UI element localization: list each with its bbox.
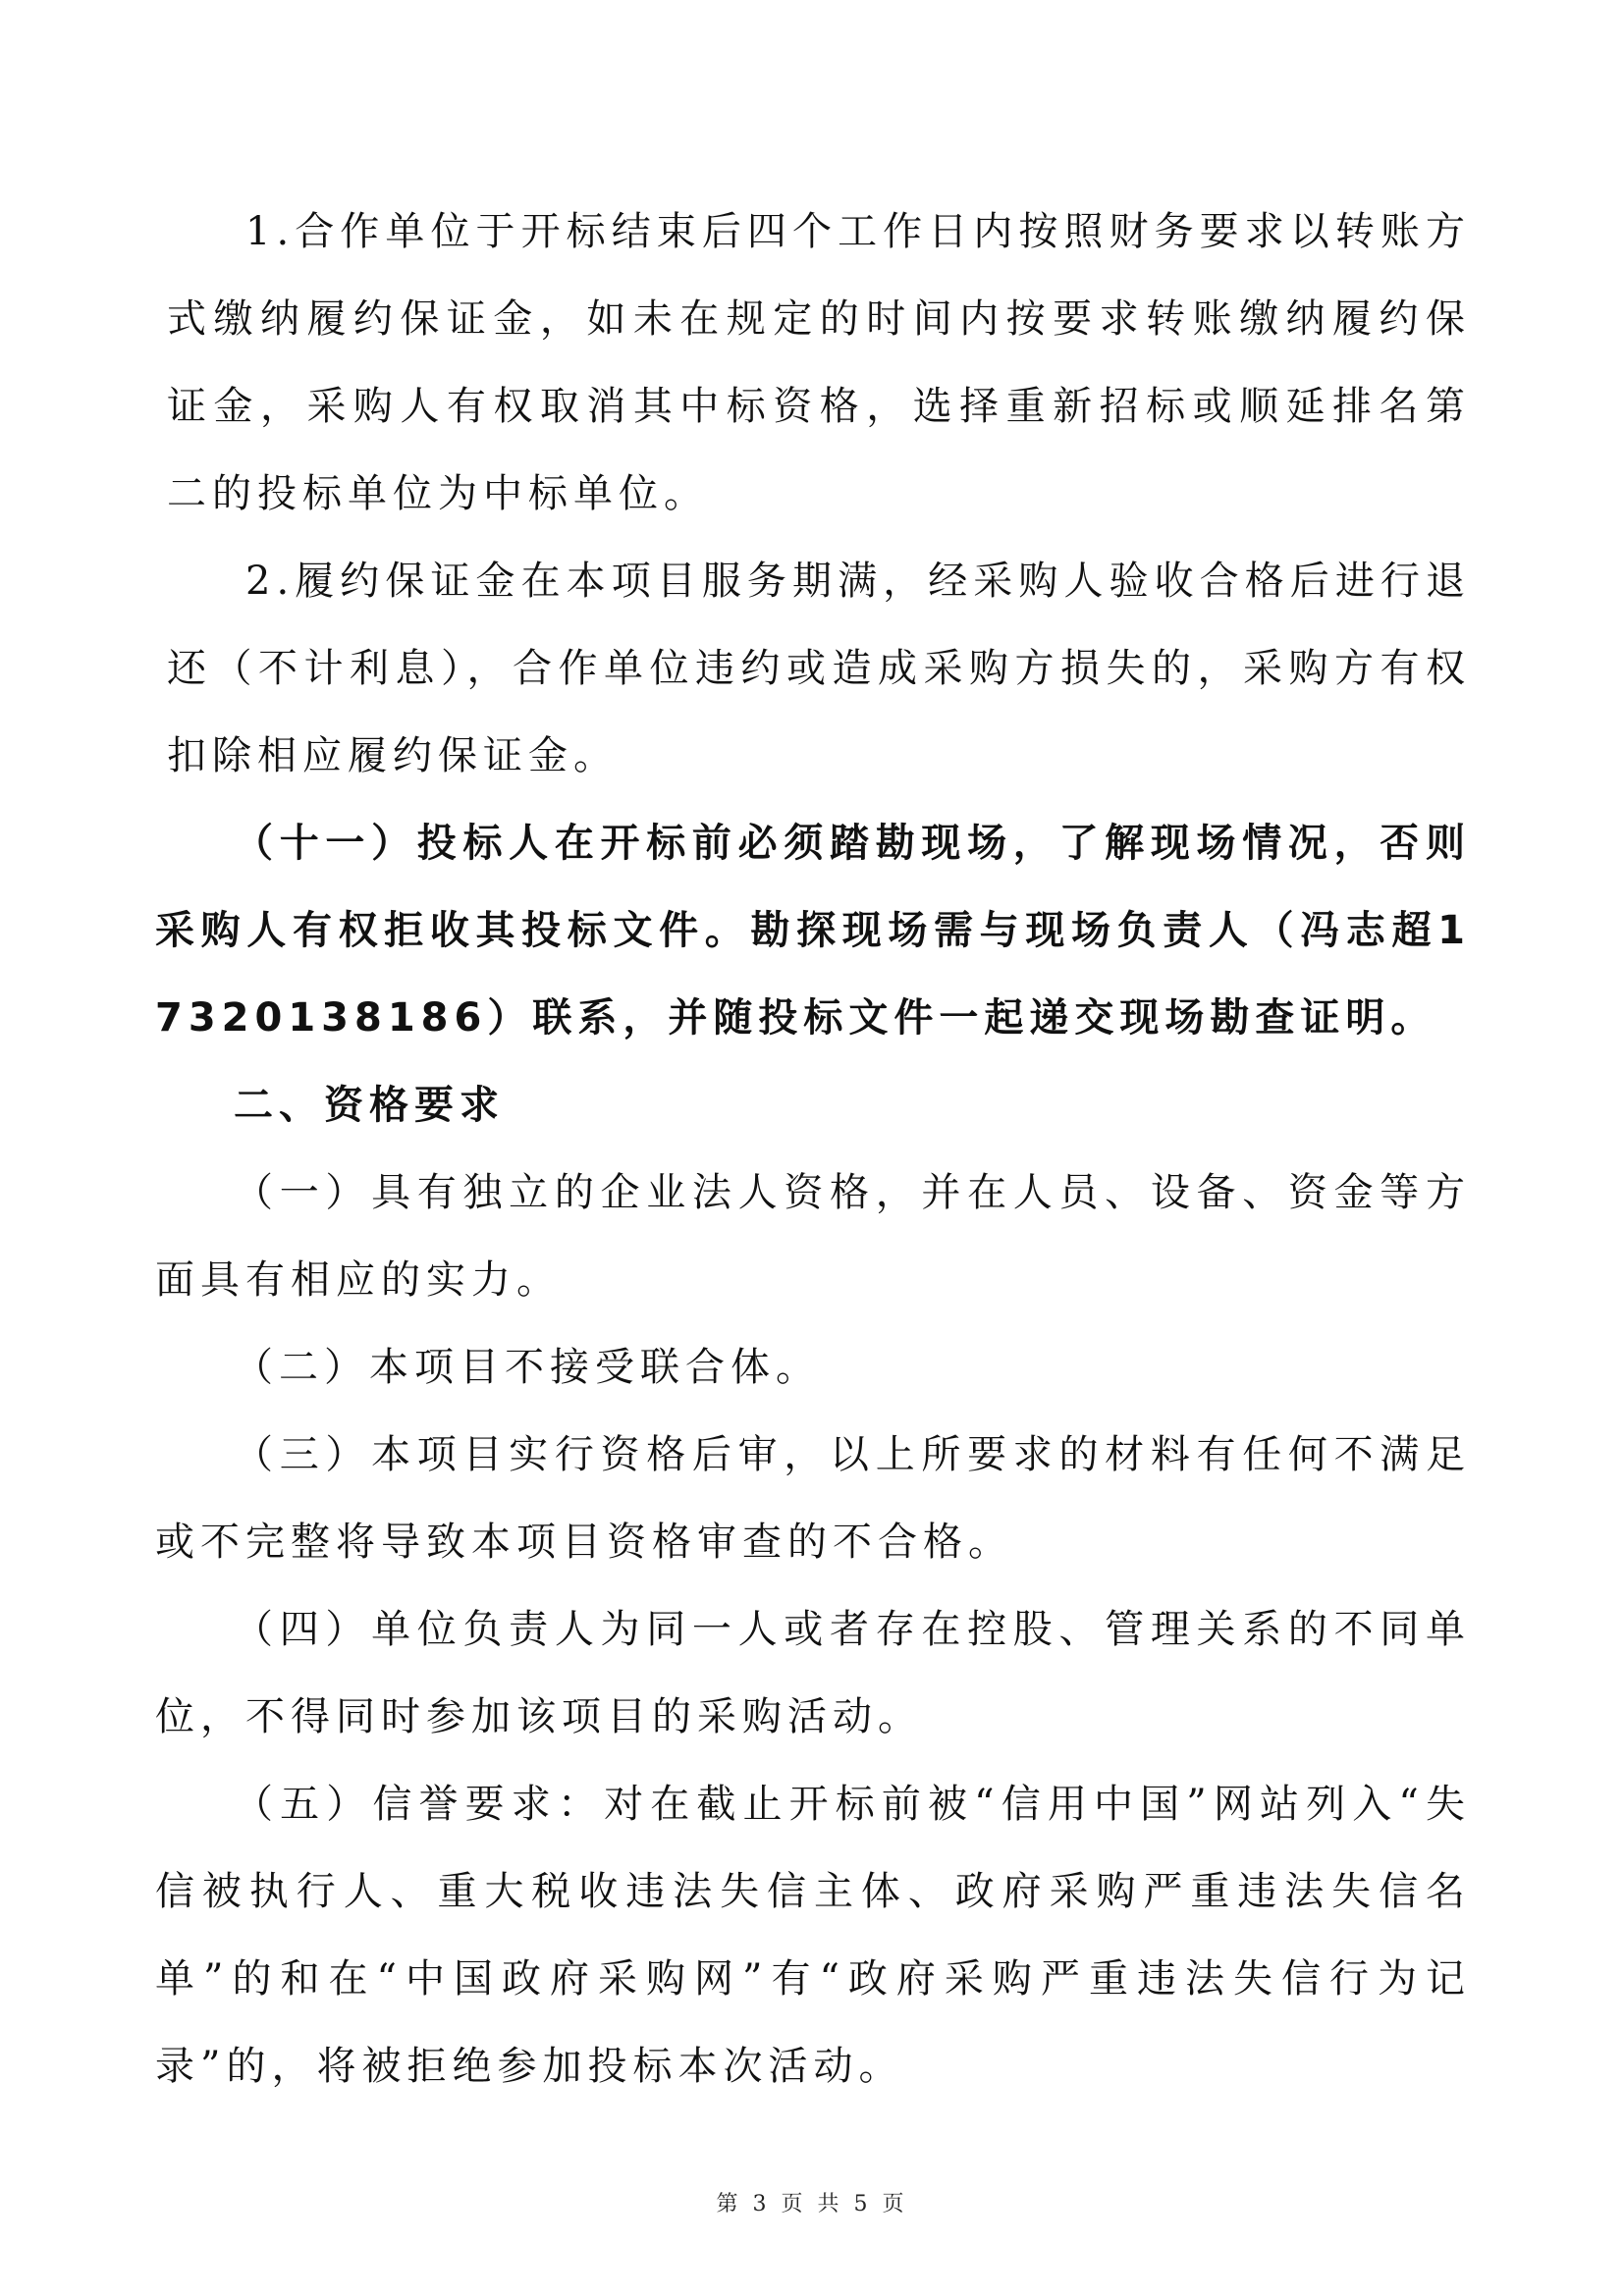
paragraph-performance-bond-refund: 2.履约保证金在本项目服务期满，经采购人验收合格后进行退还（不计利息），合作单位违约或造成采购方损失的，采购方有权扣除相应履约保证金。	[167, 559, 1471, 778]
paragraph-performance-bond-payment: 1.合作单位于开标结束后四个工作日内按照财务要求以转账方式缴纳履约保证金，如未在规定的时间内按要求转账缴纳履约保证金，采购人有权取消其中标资格，选择重新招标或顺延排名第二的投标单位为中标单位。	[167, 209, 1471, 516]
paragraph-qualification-1: （一）具有独立的企业法人资格，并在人员、设备、资金等方面具有相应的实力。	[155, 1170, 1471, 1303]
paragraph-qualification-5: （五）信誉要求：对在截止开标前被“信用中国”网站列入“失信被执行人、重大税收违法失信主体、政府采购严重违法失信名单”的和在“中国政府采购网”有“政府采购严重违法失信行为记录”的，将被拒绝参加投标本次活动。	[155, 1782, 1471, 2089]
body-text	[155, 188, 1471, 2110]
paragraph-qualification-4: （四）单位负责人为同一人或者存在控股、管理关系的不同单位，不得同时参加该项目的采购活动。	[155, 1607, 1471, 1739]
paragraph-qualification-3: （三）本项目实行资格后审，以上所要求的材料有任何不满足或不完整将导致本项目资格审查的不合格。	[155, 1432, 1471, 1565]
paragraph-qualification-2: （二）本项目不接受联合体。	[234, 1345, 821, 1390]
section-heading-qualification: 二、资格要求	[234, 1083, 505, 1128]
page-number-footer: 第 3 页 共 5 页	[716, 2192, 908, 2216]
paragraph-site-inspection: （十一）投标人在开标前必须踏勘现场，了解现场情况，否则采购人有权拒收其投标文件。勘探现场需与现场负责人（冯志超17320138186）联系，并随投标文件一起递交现场勘查证明。	[155, 821, 1471, 1041]
